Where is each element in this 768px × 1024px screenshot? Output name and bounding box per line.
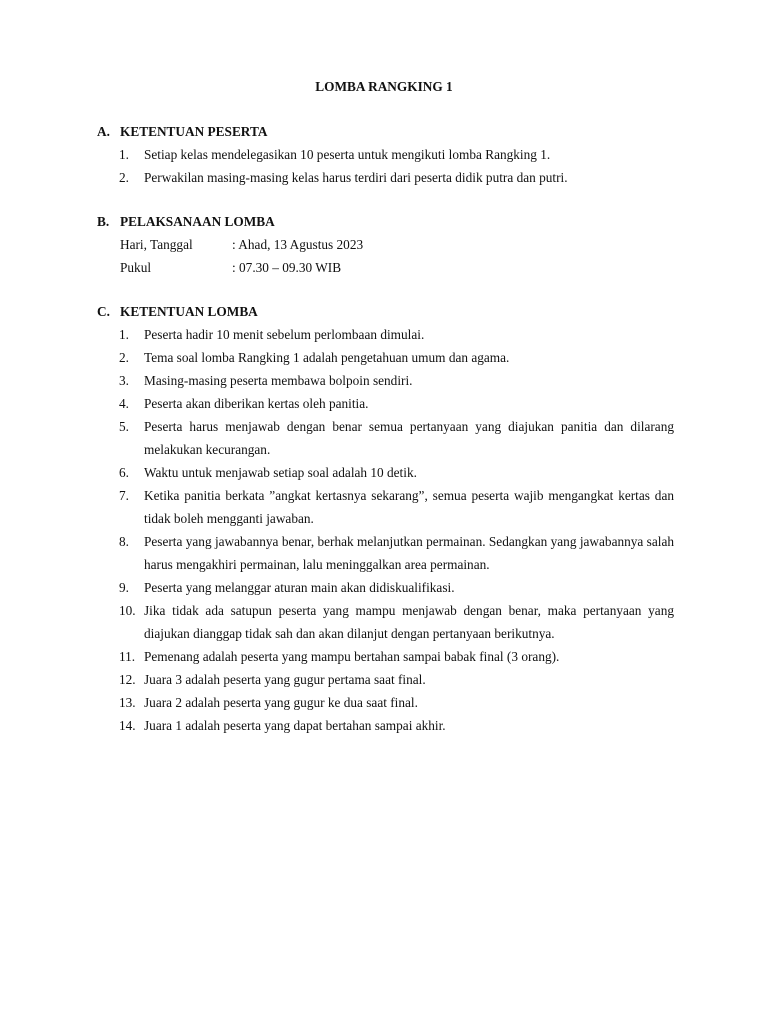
list-item: [119, 530, 674, 576]
item-number: 9.: [119, 580, 129, 595]
item-text: Tema soal lomba Rangking 1 adalah pengetahuan umum dan agama.: [144, 350, 510, 365]
item-text: Peserta yang melanggar aturan main akan didiskualifikasi.: [144, 580, 455, 595]
item-text: Peserta akan diberikan kertas oleh panitia.: [144, 396, 369, 411]
item-text: Peserta harus menjawab dengan benar semua pertanyaan yang diajukan panitia dan dilarang melakukan kecurangan.: [144, 419, 674, 457]
item-number: 1.: [119, 327, 129, 342]
list-item: [119, 691, 674, 714]
item-number: 4.: [119, 396, 129, 411]
section-c-title: KETENTUAN LOMBA: [120, 304, 258, 319]
item-number: 2.: [119, 350, 129, 365]
item-number: 5.: [119, 419, 129, 434]
list-item: [119, 576, 674, 599]
item-text: Jika tidak ada satupun peserta yang mampu menjawab dengan benar, maka pertanyaan yang diajukan dianggap tidak sah dan akan dilanjut dengan pertanyaan berikutnya.: [144, 603, 674, 641]
item-text: Ketika panitia berkata ”angkat kertasnya sekarang”, semua peserta wajib mengangkat kertas dan tidak boleh mengganti jawaban.: [144, 488, 674, 526]
item-number: 13.: [119, 695, 136, 710]
date-value: : Ahad, 13 Agustus 2023: [232, 237, 364, 252]
date-label: Hari, Tanggal: [120, 237, 193, 252]
item-text: Juara 2 adalah peserta yang gugur ke dua saat final.: [144, 695, 418, 710]
item-number: 6.: [119, 465, 129, 480]
item-number: 10.: [119, 603, 136, 618]
list-item: [119, 599, 674, 645]
list-item: [119, 166, 674, 189]
item-number: 3.: [119, 373, 129, 388]
section-b-title: PELAKSANAAN LOMBA: [120, 214, 275, 229]
item-text: Juara 3 adalah peserta yang gugur pertama saat final.: [144, 672, 426, 687]
list-item: [119, 668, 674, 691]
section-c-heading: [97, 303, 258, 321]
list-item: [119, 415, 674, 461]
list-item: [119, 346, 674, 369]
item-number: 8.: [119, 534, 129, 549]
item-text: Perwakilan masing-masing kelas harus terdiri dari peserta didik putra dan putri.: [144, 170, 568, 185]
document-title: LOMBA RANGKING 1: [315, 79, 453, 94]
item-number: 7.: [119, 488, 129, 503]
section-b-heading: [97, 213, 275, 231]
section-a-title: KETENTUAN PESERTA: [120, 124, 268, 139]
item-number: 2.: [119, 170, 129, 185]
item-number: 11.: [119, 649, 136, 664]
item-number: 14.: [119, 718, 136, 733]
list-item: [119, 461, 674, 484]
item-text: Waktu untuk menjawab setiap soal adalah 10 detik.: [144, 465, 417, 480]
time-value: : 07.30 – 09.30 WIB: [232, 260, 342, 275]
item-text: Peserta hadir 10 menit sebelum perlombaan dimulai.: [144, 327, 425, 342]
item-text: Pemenang adalah peserta yang mampu bertahan sampai babak final (3 orang).: [144, 649, 560, 664]
section-b-letter: B.: [97, 214, 110, 229]
item-text: Juara 1 adalah peserta yang dapat bertahan sampai akhir.: [144, 718, 446, 733]
item-number: 1.: [119, 147, 129, 162]
list-item: [119, 645, 674, 668]
list-item: [119, 143, 674, 166]
section-a-letter: A.: [97, 124, 110, 139]
time-label: Pukul: [120, 260, 152, 275]
list-item: [119, 392, 674, 415]
section-a-list: [119, 143, 674, 189]
item-number: 12.: [119, 672, 136, 687]
list-item: [119, 369, 674, 392]
list-item: [119, 484, 674, 530]
section-c-letter: C.: [97, 304, 110, 319]
section-c-list: [119, 323, 674, 737]
section-a-heading: [97, 123, 267, 141]
list-item: [119, 323, 674, 346]
item-text: Peserta yang jawabannya benar, berhak melanjutkan permainan. Sedangkan yang jawabannya salah harus mengakhiri permainan, lalu meninggalkan area permainan.: [144, 534, 674, 572]
item-text: Setiap kelas mendelegasikan 10 peserta untuk mengikuti lomba Rangking 1.: [144, 147, 551, 162]
item-text: Masing-masing peserta membawa bolpoin sendiri.: [144, 373, 413, 388]
list-item: [119, 714, 674, 737]
